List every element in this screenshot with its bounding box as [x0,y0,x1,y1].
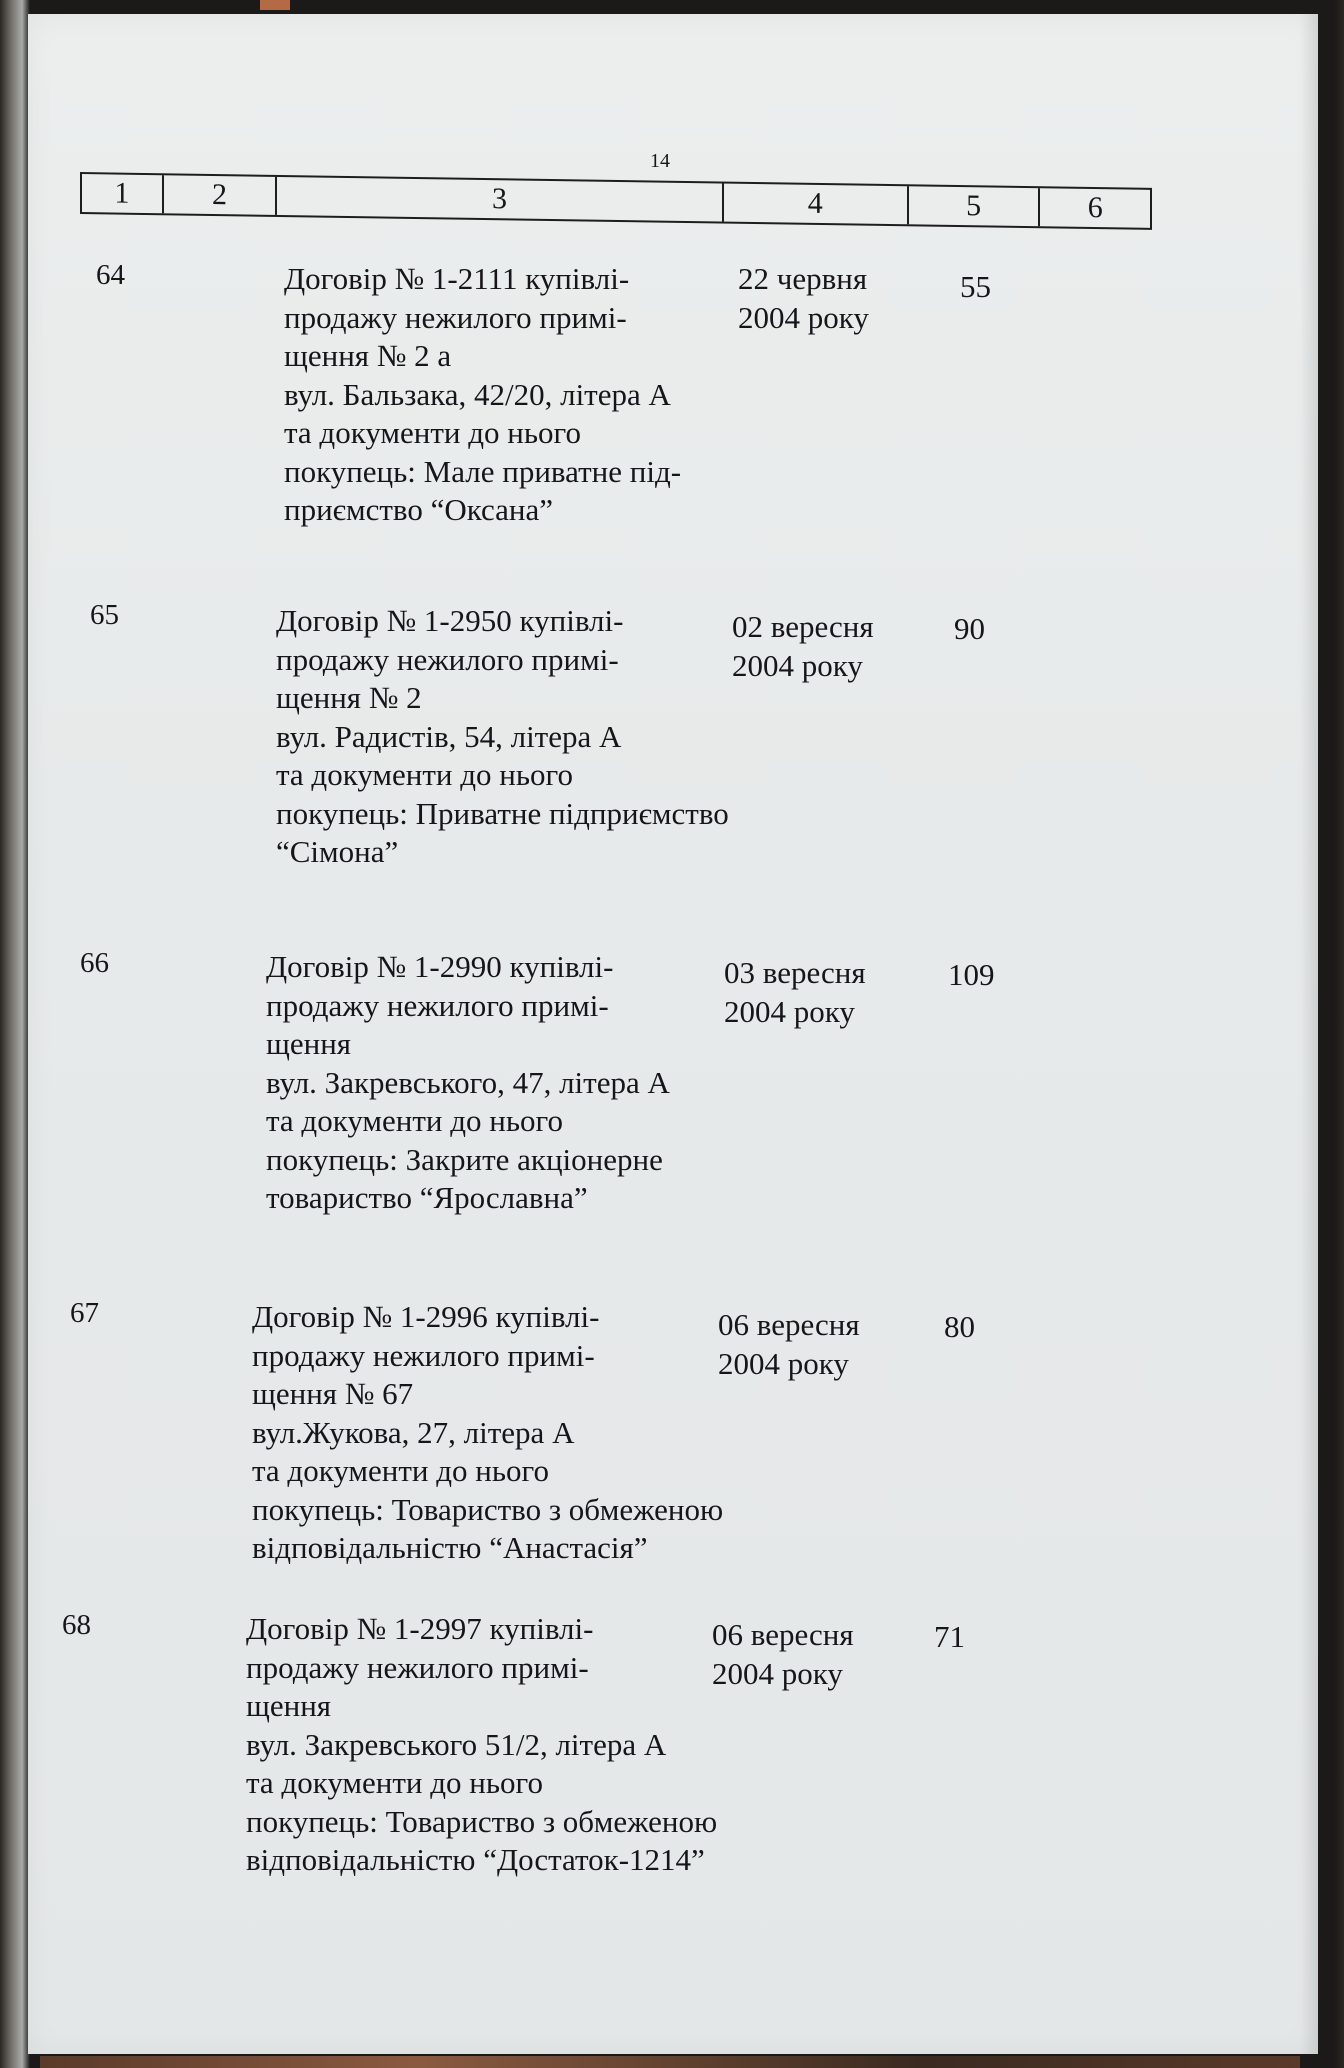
description-line: вул.Жукова, 27, літера А [252,1414,575,1450]
entry-description [246,1610,717,1880]
description-line: покупець: Приватне підприємство [276,795,729,831]
date-line: 2004 року [732,647,863,683]
entry-date [732,608,874,685]
description-line: вул. Закревського, 47, літера А [266,1064,670,1100]
entry-description [276,602,729,872]
entry-number: 66 [80,947,109,979]
page-number: 14 [650,150,670,172]
column-header-row [80,172,1152,230]
description-line: та документи до нього [246,1765,543,1800]
description-line: та документи до нього [252,1453,549,1488]
date-line: 2004 року [724,993,855,1029]
column-header-1: 1 [82,174,164,213]
description-line: Договір № 1-2996 купівлі- [252,1299,600,1334]
entry-description [266,948,670,1218]
description-line: Договір № 1-2997 купівлі- [246,1611,594,1646]
description-line: покупець: Товариство з обмеженою [252,1491,724,1527]
column-header-2: 2 [164,175,278,215]
binder-tab [260,0,290,10]
description-line: продажу нежилого примі- [284,299,627,335]
sheet-count: 71 [934,1619,965,1654]
date-line: 22 червня [738,261,868,296]
date-line: 03 вересня [724,955,866,990]
description-line: продажу нежилого примі- [252,1337,595,1373]
description-line: продажу нежилого примі- [246,1649,589,1685]
page-edge-shadow [1300,14,1318,2054]
document-page [28,14,1318,2054]
description-line: покупець: Товариство з обмеженою [246,1803,718,1839]
sheet-count: 55 [960,269,991,304]
description-line: Договір № 1-2990 купівлі- [266,949,614,984]
description-line: щення [266,1026,352,1061]
description-line: вул. Закревського 51/2, літера А [246,1726,667,1762]
column-header-3: 3 [277,177,723,222]
entry-description [252,1298,723,1568]
description-line: товариство “Ярославна” [266,1180,588,1215]
description-line: продажу нежилого примі- [266,987,609,1023]
description-line: відповідальністю “Анастасія” [252,1530,648,1565]
sheet-count: 90 [954,611,985,646]
sheet-count: 109 [948,957,995,992]
entry-number: 65 [90,599,119,631]
entry-number: 68 [62,1609,91,1641]
entry-date [738,260,869,337]
description-line: та документи до нього [284,415,581,450]
binder-edge [40,2056,1300,2068]
date-line: 2004 року [738,299,869,335]
description-line: приємство “Оксана” [284,492,554,527]
column-header-6: 6 [1087,190,1103,225]
date-line: 02 вересня [732,609,874,644]
entry-date [724,954,866,1031]
entry-date [712,1616,854,1693]
description-line: та документи до нього [266,1103,563,1138]
entry-number: 64 [96,259,125,291]
description-line: продажу нежилого примі- [276,641,619,677]
entry-date [718,1306,860,1383]
date-line: 2004 року [718,1345,849,1381]
date-line: 06 вересня [718,1307,860,1342]
description-line: щення № 2 [276,680,422,715]
description-line: “Сімона” [276,834,399,869]
date-line: 2004 року [712,1655,843,1691]
description-line: вул. Бальзака, 42/20, літера А [284,376,671,412]
description-line: щення № 2 а [284,338,452,373]
description-line: щення [246,1688,332,1723]
description-line: вул. Радистів, 54, літера А [276,718,622,754]
entry-description [284,260,681,530]
sheet-count: 80 [944,1309,975,1344]
description-line: покупець: Закрите акціонерне [266,1141,663,1177]
date-line: 06 вересня [712,1617,854,1652]
description-line: Договір № 1-2950 купівлі- [276,603,624,638]
entry-number: 67 [70,1297,99,1329]
description-line: та документи до нього [276,757,573,792]
description-line: покупець: Мале приватне під- [284,453,682,489]
description-line: відповідальністю “Достаток-1214” [246,1842,705,1877]
column-header-4: 4 [724,184,909,225]
description-line: Договір № 1-2111 купівлі- [284,261,630,296]
column-header-5: 5 [909,186,1041,226]
description-line: щення № 67 [252,1376,414,1411]
